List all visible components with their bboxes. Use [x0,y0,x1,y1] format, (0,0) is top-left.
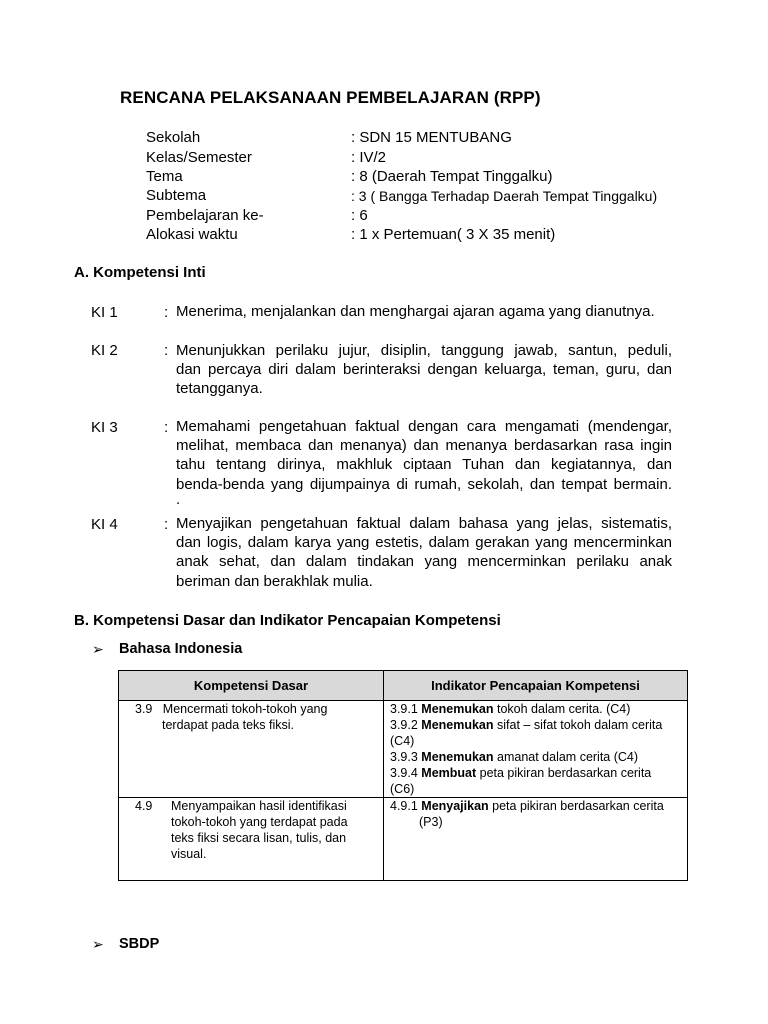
ki3-label: KI 3 [91,419,118,436]
ki1-colon: : [164,304,169,321]
subject-sbdp: SBDP [119,936,160,952]
indicator-number: 3.9.4 [390,766,422,780]
indicator-text: (C4) [390,734,415,748]
kd-line: 3.9 Mencermati tokoh-tokoh yang [135,702,328,716]
indicator-number: 3.9.1 [390,702,422,716]
identity-value-alokasi: : 1 x Pertemuan( 3 X 35 menit) [351,226,556,243]
ki3-line: tahu tentang dirinya, makhluk ciptaan Tuhan dan kegiatannya, dan [176,456,672,474]
indicator-number: 3.9.3 [390,750,422,764]
indicator-text: (P3) [419,815,443,829]
kd-line: visual. [171,847,207,861]
kd-line: terdapat pada teks fiksi. [162,718,295,732]
ki2-label: KI 2 [91,342,118,359]
kd-line: Menyampaikan hasil identifikasi [171,799,347,813]
kd-number: 4.9 [135,799,153,813]
indicator-verb: Menemukan [421,718,494,732]
indicator-number: 4.9.1 [390,799,422,813]
ki2-line: Menunjukkan perilaku jujur, disiplin, tanggung jawab, santun, peduli, [176,342,672,359]
ki1-line: Menerima, menjalankan dan menghargai ajaran agama yang dianutnya. [176,303,655,320]
indicator-line [390,749,687,765]
indicator-verb: Menyajikan [421,799,489,813]
ki4-line: beriman dan berakhlak mulia. [176,572,373,590]
indicator-cell [384,701,688,798]
ki4-line: dan logis, dalam karya yang estetis, dalam gerakan yang mencerminkan [176,534,672,552]
identity-label-alokasi: Alokasi waktu [146,226,238,243]
ki1-label: KI 1 [91,304,118,321]
indicator-text: tokoh dalam cerita. (C4) [493,702,631,716]
indicator-verb: Menemukan [421,702,494,716]
ki4-text [176,514,672,591]
section-a-heading: A. Kompetensi Inti [74,264,206,281]
identity-value-pembelajaran: : 6 [351,207,368,224]
table-header-indicator: Indikator Pencapaian Kompetensi [384,671,688,701]
identity-value-subtema: : 3 ( Bangga Terhadap Daerah Tempat Tinggalku) [351,188,658,204]
ki4-label: KI 4 [91,516,118,533]
indicator-text: peta pikiran berdasarkan cerita [488,799,664,813]
indicator-line [390,701,687,717]
identity-label-subtema: Subtema [146,187,207,204]
table-header-row [119,671,688,701]
identity-value-tema [351,168,553,185]
table-row [119,798,688,881]
indicator-verb: Menemukan [421,750,494,764]
identity-label-kelas: Kelas/Semester [146,149,252,166]
indicator-text: amanat dalam cerita (C4) [493,750,639,764]
identity-value-tema-text: : 8 (Daerah Tempat Tinggalku) [351,168,553,185]
ki4-colon: : [164,516,169,533]
identity-label-sekolah: Sekolah [146,129,201,146]
indicator-text: sifat – sifat tokoh dalam cerita [493,718,663,732]
ki3-line: Memahami pengetahuan faktual dengan cara mengamati (mendengar, [176,418,672,435]
kd-line: teks fiksi secara lisan, tulis, dan [171,831,347,845]
ki4-line: Menyajikan pengetahuan faktual dalam bahasa yang jelas, sistematis, [176,515,672,532]
indicator-text: peta pikiran berdasarkan cerita [476,766,652,780]
ki2-colon: : [164,342,169,359]
indicator-line [390,781,687,797]
ki2-text [176,341,672,399]
ki3-line: melihat, membaca dan menanya) dan menanya berdasarkan rasa ingin [176,437,672,455]
indicator-line [390,765,687,781]
subject-bahasa-indonesia: Bahasa Indonesia [119,641,243,657]
section-b-heading: B. Kompetensi Dasar dan Indikator Pencapaian Kompetensi [74,612,501,629]
indicator-line [390,798,687,814]
indicator-line [390,717,687,733]
arrow-bullet-icon: ➢ [92,641,104,657]
ki3-line: benda-benda yang dijumpainya di rumah, sekolah, dan tempat bermain. [176,475,672,493]
table-row [119,701,688,798]
identity-value-kelas: : IV/2 [351,149,387,166]
kd-indicator-table [118,670,688,881]
ki2-line: dan percaya diri dalam berinteraksi dengan keluarga, teman, guru, dan [176,361,672,379]
identity-label-tema: Tema [146,168,183,185]
indicator-number: 3.9.2 [390,718,422,732]
kd-cell [119,798,384,881]
indicator-cell [384,798,688,881]
kd-line: tokoh-tokoh yang terdapat pada [171,815,348,829]
identity-label-pembelajaran: Pembelajaran ke- [146,207,264,224]
indicator-line [390,814,687,830]
ki1-text [176,302,672,321]
ki3-line: . [176,490,181,508]
table-header-kd: Kompetensi Dasar [119,671,384,701]
arrow-bullet-icon: ➢ [92,936,104,952]
identity-value-sekolah: : SDN 15 MENTUBANG [351,129,512,146]
document-title: RENCANA PELAKSANAAN PEMBELAJARAN (RPP) [120,88,541,107]
indicator-verb: Membuat [421,766,477,780]
indicator-text: (C6) [390,782,415,796]
ki4-line: anak sehat, dan dalam tindakan yang mencerminkan perilaku anak [176,553,672,571]
ki3-colon: : [164,419,169,436]
ki2-line: tetangganya. [176,380,263,398]
indicator-line [390,733,687,749]
ki3-text [176,417,672,506]
kd-cell [119,701,384,798]
